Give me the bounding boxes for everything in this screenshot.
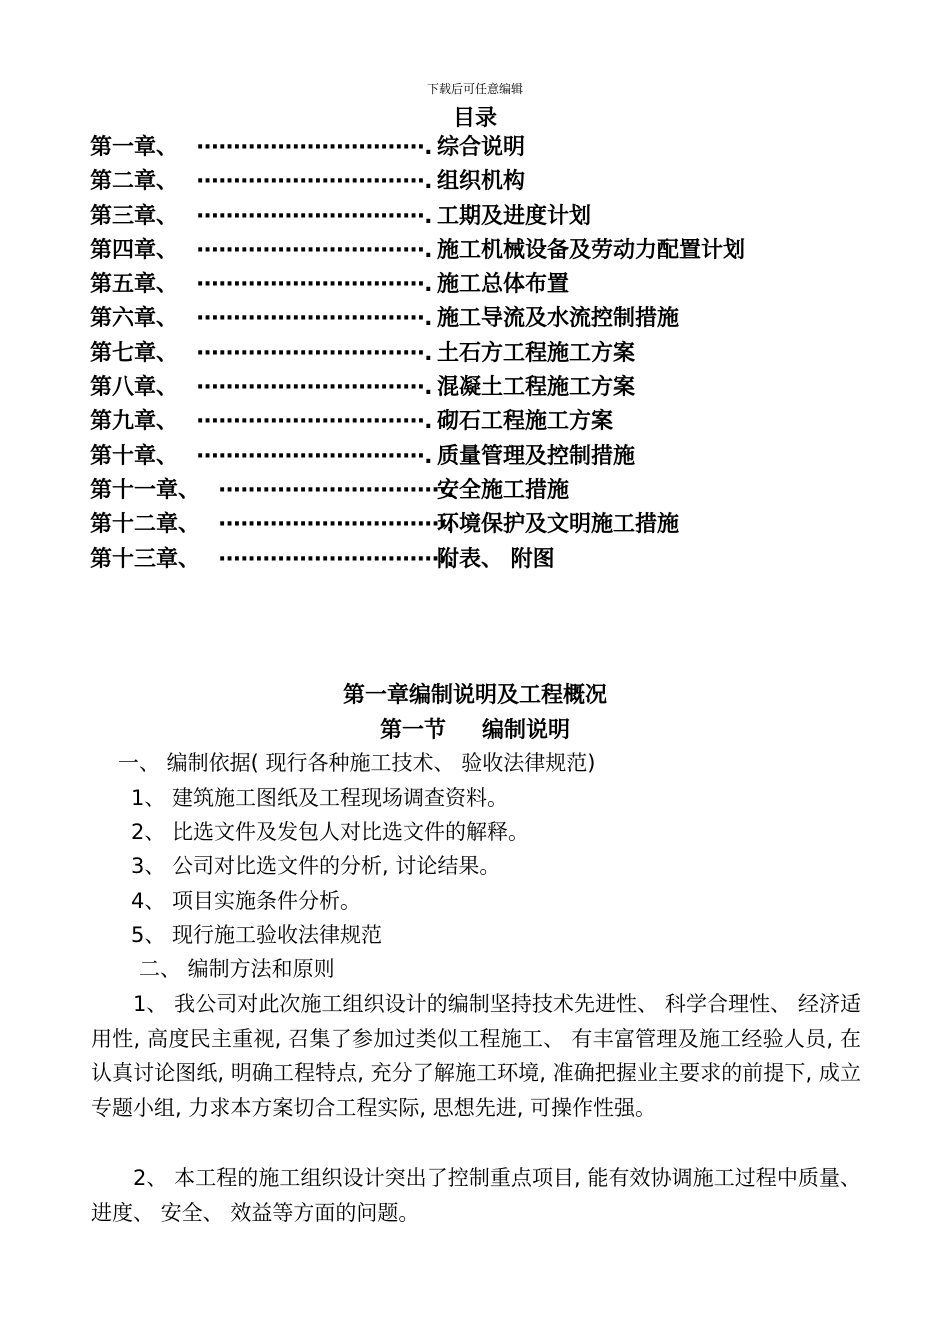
toc-title-text: 安全施工措施 <box>437 477 570 503</box>
toc-chapter: 第四章、 <box>90 237 179 263</box>
toc-entry[interactable] <box>90 165 850 199</box>
toc-leader-dots: ·······························. <box>196 340 432 366</box>
paragraph <box>91 987 861 1125</box>
toc-chapter: 第三章、 <box>90 203 179 229</box>
toc-chapter: 第十章、 <box>90 443 179 469</box>
toc-chapter: 第一章、 <box>90 135 179 160</box>
toc-entry[interactable] <box>90 302 850 336</box>
toc-title-text: 施工机械设备及劳动力配置计划 <box>437 237 746 263</box>
toc-title-text: 环境保护及文明施工措施 <box>437 512 680 538</box>
toc-entry[interactable] <box>90 371 850 405</box>
toc-leader-dots: ·······························. <box>196 203 432 229</box>
toc-leader-dots: ·······························. <box>196 375 432 401</box>
toc-title-text: 混凝土工程施工方案 <box>437 375 636 401</box>
basis-item: 2、 比选文件及发包人对比选文件的解释。 <box>131 820 530 844</box>
toc-leader-dots: ·······························. <box>196 135 432 160</box>
toc-title-text: 砌石工程施工方案 <box>437 409 614 435</box>
toc-title-text: 施工导流及水流控制措施 <box>437 306 680 332</box>
toc-title-text: 土石方工程施工方案 <box>437 340 636 366</box>
toc-title-text: 附表、 附图 <box>437 546 555 572</box>
toc-entry[interactable] <box>90 508 850 542</box>
toc-chapter: 第十二章、 <box>90 512 201 538</box>
basis-heading: 一、 编制依据( 现行各种施工技术、 验收法律规范) <box>118 751 596 775</box>
toc-leader-dots: ·······························. <box>196 409 432 435</box>
paragraph-text: 1、 我公司对此次施工组织设计的编制坚持技术先进性、 科学合理性、 经济适用性, 高度民主重视, 召集了参加过类似工程施工、 有丰富管理及施工经验人员, 在认真讨论图纸, 明确工程特点, 充分了解施工环境, 准确把握业主要求的前提下, 成立专题小组, 力求本方案切合工程实际, 思想先进, 可操作性强。 <box>91 992 861 1120</box>
toc-title-text: 组织机构 <box>437 169 526 195</box>
toc-leader-dots: ·······························. <box>196 169 432 195</box>
toc-title: 目录 <box>452 106 497 131</box>
toc-leader-dots: ·······························. <box>218 477 454 503</box>
toc-chapter: 第八章、 <box>90 375 179 401</box>
toc-leader-dots: ·······························. <box>196 237 432 263</box>
toc-entry[interactable] <box>90 200 850 234</box>
toc-chapter: 第六章、 <box>90 306 179 332</box>
toc-entry[interactable] <box>90 268 850 302</box>
toc-entry[interactable] <box>90 474 850 508</box>
section-number: 第一节 <box>379 718 446 743</box>
toc-chapter: 第十三章、 <box>90 546 201 572</box>
toc-chapter: 第二章、 <box>90 169 179 195</box>
toc-title-text: 工期及进度计划 <box>437 203 592 229</box>
toc-entry[interactable] <box>90 405 850 439</box>
toc-chapter: 第五章、 <box>90 272 179 298</box>
paragraph <box>91 1161 861 1230</box>
section-heading <box>0 713 950 744</box>
toc-entry[interactable] <box>90 543 850 577</box>
toc-entry[interactable] <box>90 131 850 165</box>
toc-leader-dots: ·······························. <box>196 443 432 469</box>
chapter-heading: 第一章编制说明及工程概况 <box>342 683 607 708</box>
section-title: 编制说明 <box>482 718 571 743</box>
basis-item: 1、 建筑施工图纸及工程现场调查资料。 <box>131 786 509 810</box>
toc-leader-dots: ·······························. <box>196 272 432 298</box>
toc-entry[interactable] <box>90 234 850 268</box>
toc-title-text: 施工总体布置 <box>437 272 570 298</box>
toc-chapter: 第九章、 <box>90 409 179 435</box>
toc-leader-dots: ·······························. <box>218 512 454 538</box>
toc-chapter: 第七章、 <box>90 340 179 366</box>
basis-item: 5、 现行施工验收法律规范 <box>131 923 383 947</box>
toc-entry[interactable] <box>90 337 850 371</box>
toc-chapter: 第十一章、 <box>90 477 201 503</box>
toc-leader-dots: ·······························. <box>196 306 432 332</box>
toc-entry[interactable] <box>90 440 850 474</box>
download-note: 下载后可任意编辑 <box>426 82 523 96</box>
basis-item: 3、 公司对比选文件的分析, 讨论结果。 <box>131 854 501 878</box>
basis-item: 4、 项目实施条件分析。 <box>131 889 362 913</box>
method-heading: 二、 编制方法和原则 <box>139 957 335 981</box>
toc-leader-dots: ·······························. <box>218 546 454 572</box>
toc-title-text: 综合说明 <box>437 135 526 160</box>
toc-title-text: 质量管理及控制措施 <box>437 443 636 469</box>
paragraph-text: 2、 本工程的施工组织设计突出了控制重点项目, 能有效协调施工过程中质量、 进度、 安全、 效益等方面的问题。 <box>91 1166 861 1225</box>
table-of-contents <box>90 131 850 577</box>
